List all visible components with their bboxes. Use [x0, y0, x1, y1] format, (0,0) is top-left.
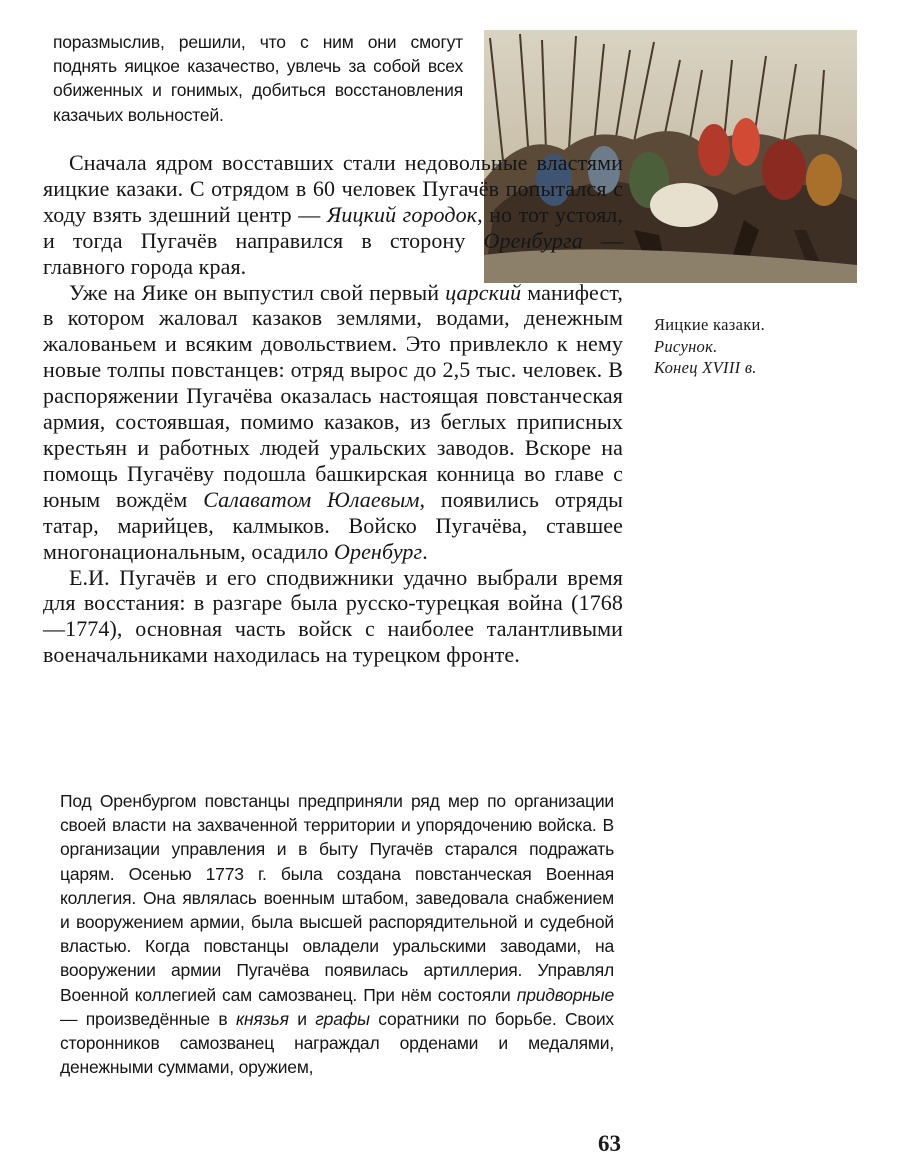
b-knyazya: князья	[235, 1008, 289, 1029]
p2-text-g: .	[422, 538, 428, 564]
main-text-block	[43, 150, 623, 668]
caption-line-1: Яицкие казаки.	[654, 315, 766, 334]
paragraph-3: Е.И. Пугачёв и его сподвижники удачно выбрали время для восстания: в разгаре была русско-турецкая война (1768—1774), основная часть войск с наиболее талантливыми военачальниками находилась на турецком фронте.	[43, 564, 623, 668]
b-text-e: и	[297, 1008, 307, 1029]
top-text-block	[53, 30, 463, 127]
p1-text-e: — главного города края.	[43, 227, 623, 279]
bottom-paragraph	[60, 789, 614, 1079]
p1-yaitsky-gorodok: Яицкий городок	[326, 201, 478, 227]
p2-salavat: Салаватом Юлаевым	[203, 486, 420, 512]
page-number: 63	[598, 1131, 621, 1156]
caption-line-2: Рисунок.	[654, 336, 718, 356]
b-text-c: — произведённые в	[60, 1008, 228, 1029]
bottom-text-block	[60, 789, 614, 1079]
p1-text-a: Сначала ядром восставших стали недовольные властями яицкие казаки. С отрядом в 60 человек Пугачёв попытался с ходу взять здешний центр —	[43, 150, 623, 227]
p2-orenburg: Оренбург	[333, 538, 423, 564]
top-paragraph: поразмыслив, решили, что с ним они смогут поднять яицкое казачество, увлечь за собой всех обиженных и гонимых, добиться восстановления казачьих вольностей.	[53, 32, 463, 125]
p1-text-c: , но тот устоял, и тогда Пугачёв направился в сторону	[43, 201, 623, 253]
b-text-g: соратники по борьбе. Своих сторонников самозванец награждал орденами и медалями, денежными суммами, оружием,	[60, 1008, 614, 1078]
p2-text-c: манифест, в котором жаловал казаков землями, водами, денежным жалованьем и всяким довольствием. Это привлекло к нему новые толпы повстанцев: отряд вырос до 2,5 тыс. человек. В распоряжении Пугачёва оказалась настоящая повстанческая армия, состоявшая, помимо казаков, из беглых приписных крестьян и работных людей уральских заводов. Вскоре на помощь Пугачёву подошла башкирская конница во главе с юным вождём	[43, 279, 623, 512]
p2-tsarsky: царский	[445, 279, 522, 305]
b-grafy: графы	[315, 1008, 370, 1029]
b-pridvornye: придворные	[516, 984, 614, 1005]
p2-text-a: Уже на Яике он выпустил свой первый	[69, 279, 440, 305]
paragraph-1	[43, 150, 623, 280]
p2-text-e: , появились отряды татар, марийцев, калмыков. Войско Пугачёва, ставшее многонациональным, осадило	[43, 486, 623, 564]
illustration-caption	[654, 314, 854, 379]
caption-line-3: Конец XVIII в.	[654, 358, 757, 377]
paragraph-2	[43, 280, 623, 565]
b-text-a: Под Оренбургом повстанцы предприняли ряд мер по организации своей власти на захваченной территории и упорядочению войска. В организации управления и в быту Пугачёв старался подражать царям. Осенью 1773 г. была создана повстанческая Военная коллегия. Она являлась военным штабом, заведовала снабжением и вооружением армии, была высшей распорядительной и судебной властью. Когда повстанцы овладели уральскими заводами, на вооружении армии Пугачёва появилась артиллерия. Управлял Военной коллегией сам самозванец. При нём состояли	[60, 791, 614, 1005]
p1-orenburg: Оренбурга	[483, 227, 583, 253]
